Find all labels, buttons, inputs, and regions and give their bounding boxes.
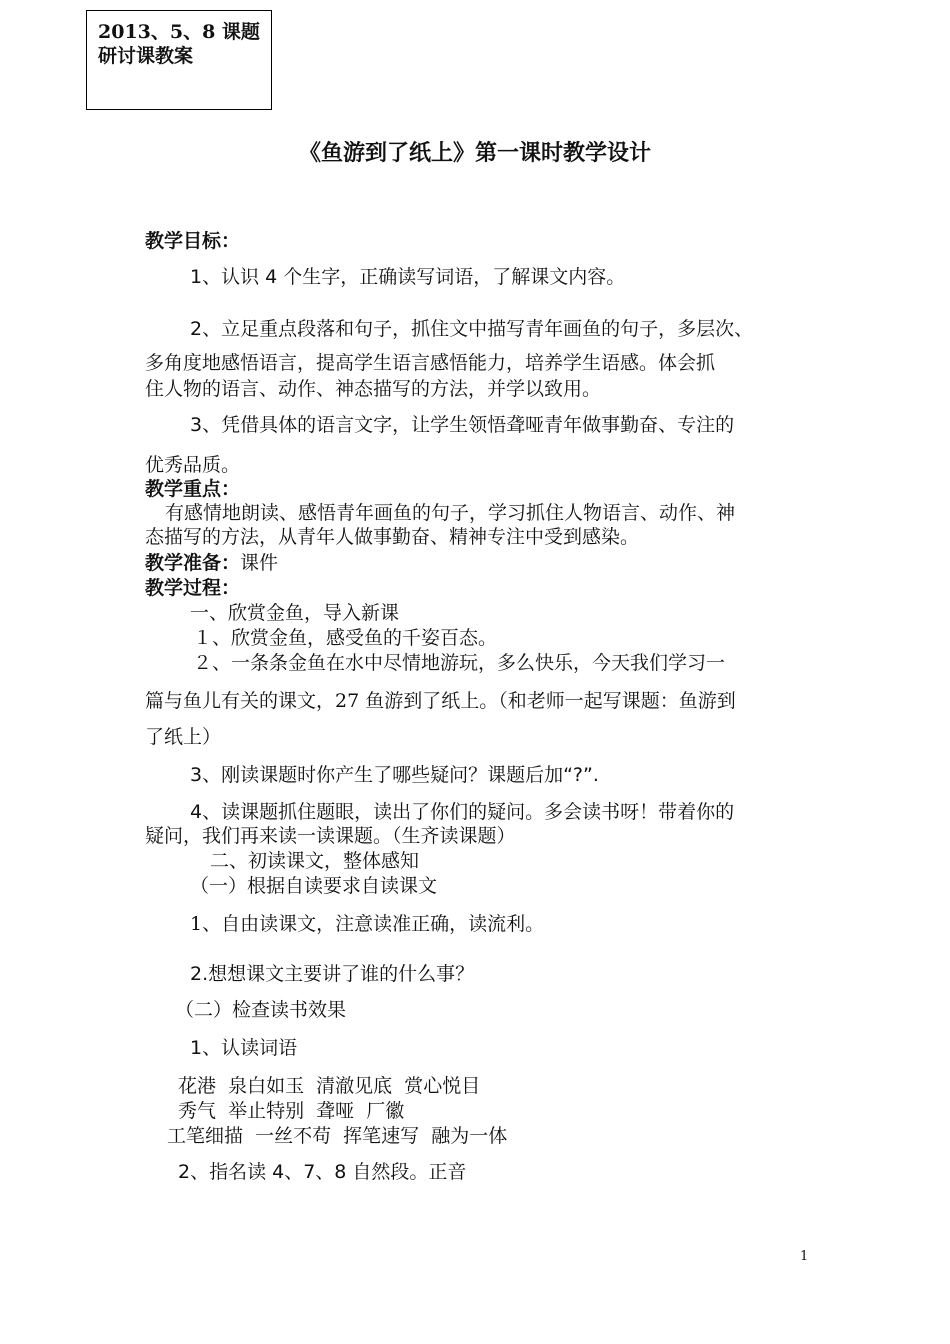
objectives-heading: 教学目标： — [145, 230, 241, 252]
header-box-line2: 研讨课教案 — [98, 45, 194, 67]
section-1-heading: 一、欣赏金鱼，导入新课 — [190, 602, 400, 624]
section-1-item-2-line1: ２、一条条金鱼在水中尽情地游玩，多么快乐，今天我们学习一 — [193, 652, 726, 674]
section-1-item-3: 3、刚读课题时你产生了哪些疑问？课题后加“?”. — [190, 764, 599, 786]
objective-3-line2: 优秀品质。 — [145, 454, 241, 476]
section-2-sub-1: （一）根据自读要求自读课文 — [190, 875, 438, 897]
preparation-heading: 教学准备： — [145, 552, 241, 574]
objective-2-line3: 住人物的语言、动作、神态描写的方法，并学以致用。 — [145, 378, 602, 400]
page-number: 1 — [800, 1249, 809, 1264]
objective-1: 1、认识 4 个生字，正确读写词语，了解课文内容。 — [190, 266, 626, 288]
vocabulary-line-1: 花港 泉白如玉 清澈见底 赏心悦目 — [178, 1075, 481, 1097]
preparation-value: 课件 — [240, 552, 279, 574]
section-2-sub-2-item-2: 2、指名读 4、7、8 自然段。正音 — [178, 1161, 467, 1183]
preparation-line — [145, 548, 278, 575]
section-2-sub-1-item-1: 1、自由读课文，注意读准正确，读流利。 — [190, 913, 545, 935]
section-1-item-4-line2: 疑问，我们再来读一读课题。（生齐读课题） — [145, 825, 516, 847]
section-2-heading: 二、初读课文，整体感知 — [210, 850, 420, 872]
key-points-line1: 有感情地朗读、感悟青年画鱼的句子，学习抓住人物语言、动作、神 — [165, 502, 736, 524]
section-1-item-1: １、欣赏金鱼，感受鱼的千姿百态。 — [193, 627, 498, 649]
section-1-item-2-line2: 篇与鱼儿有关的课文，27 鱼游到了纸上。（和老师一起写课题：鱼游到 — [145, 690, 736, 712]
key-points-line2: 态描写的方法，从青年人做事勤奋、精神专注中受到感染。 — [145, 526, 640, 548]
section-2-sub-2: （二）检查读书效果 — [175, 999, 347, 1021]
vocabulary-line-2: 秀气 举止特别 聋哑 厂徽 — [178, 1100, 405, 1122]
objective-2-line1: 2、立足重点段落和句子，抓住文中描写青年画鱼的句子，多层次、 — [190, 318, 754, 340]
key-points-heading: 教学重点： — [145, 478, 241, 500]
section-1-item-2-line3: 了纸上） — [145, 726, 222, 748]
vocabulary-line-3: 工笔细描 一丝不苟 挥笔速写 融为一体 — [167, 1125, 508, 1147]
process-heading: 教学过程： — [145, 577, 241, 599]
section-1-item-4-line1: 4、读课题抓住题眼，读出了你们的疑问。多会读书呀！带着你的 — [190, 801, 735, 823]
objective-2-line2: 多角度地感悟语言，提高学生语言感悟能力，培养学生语感。体会抓 — [145, 352, 716, 374]
section-2-sub-1-item-2: 2.想想课文主要讲了谁的什么事？ — [190, 963, 475, 985]
objective-3-line1: 3、凭借具体的语言文字，让学生领悟聋哑青年做事勤奋、专注的 — [190, 414, 735, 436]
section-2-sub-2-item-1: 1、认读词语 — [190, 1037, 298, 1059]
document-title: 《鱼游到了纸上》第一课时教学设计 — [298, 140, 651, 166]
header-box-line1: 2013、5、8 课题 — [98, 21, 260, 43]
